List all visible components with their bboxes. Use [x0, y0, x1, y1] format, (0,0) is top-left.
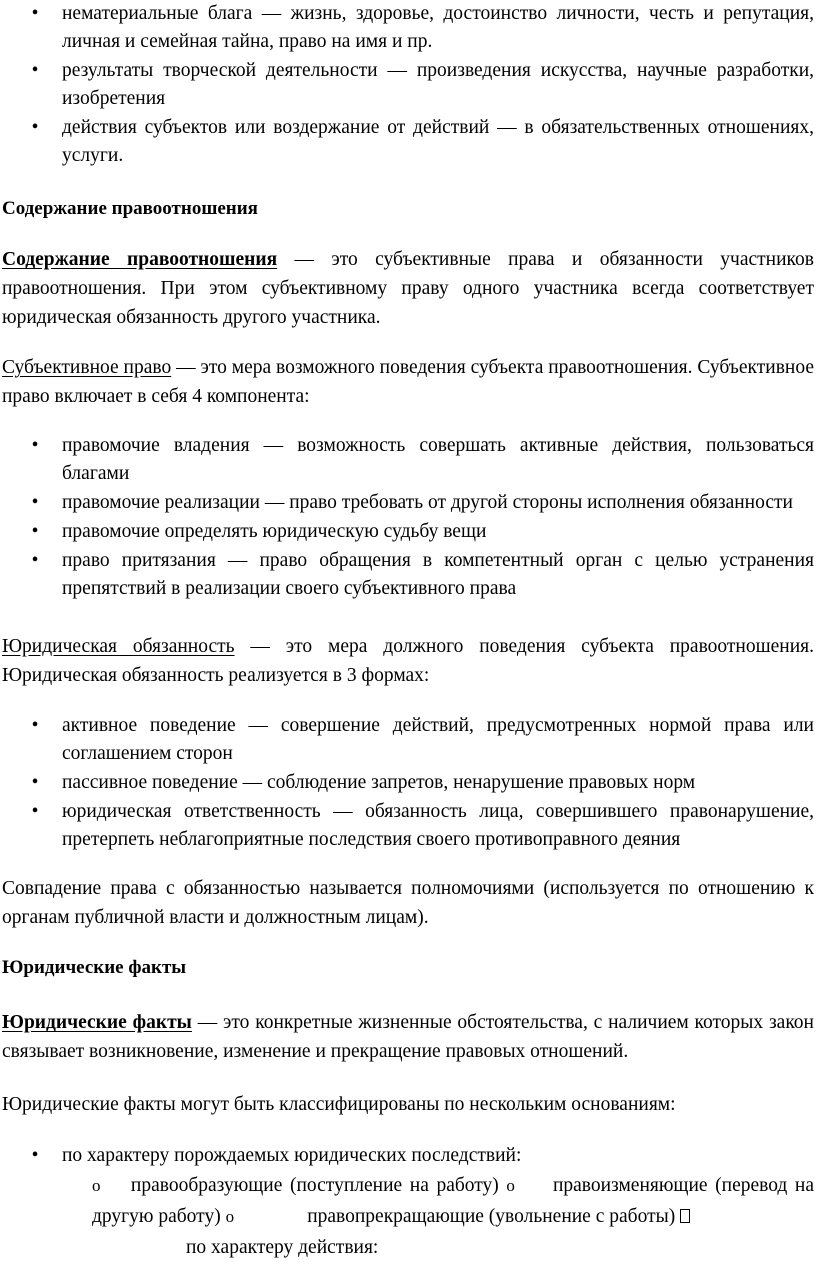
circle-bullet-icon: o — [225, 1207, 235, 1226]
section-heading: Содержание правоотношения — [2, 198, 258, 219]
list-item: • по характеру порождаемых юридических последствий: — [0, 1142, 816, 1170]
sub-item: правоизменяющие (перевод на другую работу) — [92, 1175, 815, 1227]
list-item: • правомочие определять юридическую судьбу вещи — [0, 518, 816, 546]
bullet-icon: • — [31, 3, 39, 24]
classification-list — [0, 1142, 816, 1170]
sub-item: правообразующие (поступление на работу) — [130, 1175, 499, 1196]
consequences-sublist — [92, 1170, 814, 1263]
bullet-icon: • — [31, 435, 39, 456]
bullet-icon: • — [31, 1145, 39, 1166]
list-item: • право притязания — право обращения в компетентный орган с целью устранения препятствий в реализации своего субъективного права — [0, 547, 816, 603]
missing-glyph-box-icon — [680, 1209, 690, 1223]
powers-paragraph: Совпадение права с обязанностью называется полномочиями (используется по отношению к органам публичной власти и должностным лицам). — [2, 878, 814, 928]
circle-bullet-icon: o — [92, 1176, 101, 1195]
legal-facts-definition-paragraph: Юридические факты — это конкретные жизненные обстоятельства, с наличием которых закон связывает возникновение, изменение и прекращение правовых отношений. — [2, 1012, 814, 1062]
legal-duty-paragraph: Юридическая обязанность — это мера должного поведения субъекта правоотношения. Юридическая обязанность реализуется в 3 формах: — [2, 636, 814, 686]
bullet-icon: • — [31, 550, 39, 571]
bullet-icon: • — [31, 801, 39, 822]
list-item: • активное поведение — совершение действий, предусмотренных нормой права или соглашением сторон — [0, 712, 816, 768]
bullet-icon: • — [31, 117, 39, 138]
classification-paragraph: Юридические факты могут быть классифицированы по нескольким основаниям: — [2, 1094, 676, 1115]
sub-item: правопрекращающие (увольнение с работы) — [307, 1206, 676, 1227]
list-item: • юридическая ответственность — обязанность лица, совершившего правонарушение, претерпеть неблагоприятные последствия своего противоправного деяния — [0, 798, 816, 854]
list-item: • нематериальные блага — жизнь, здоровье, достоинство личности, честь и репутация, личная и семейная тайна, право на имя и пр. — [0, 0, 816, 56]
objects-list — [0, 0, 816, 170]
list-item: • действия субъектов или воздержание от действий — в обязательственных отношениях, услуги. — [0, 114, 816, 170]
bullet-icon: • — [31, 60, 39, 81]
bullet-icon: • — [31, 715, 39, 736]
list-item: • правомочие реализации — право требовать от другой стороны исполнения обязанности — [0, 489, 816, 517]
content-definition-paragraph: Содержание правоотношения — это субъективные права и обязанности участников правоотношения. При этом субъективному праву одного участника всегда соответствует юридическая обязанность другого участника. — [2, 249, 814, 328]
definition-term: Субъективное право — [2, 357, 172, 378]
duty-forms-list — [0, 712, 816, 854]
bullet-icon: • — [31, 772, 39, 793]
circle-bullet-icon: o — [506, 1176, 515, 1195]
section-heading: Юридические факты — [2, 957, 187, 978]
subjective-right-paragraph: Субъективное право — это мера возможного поведения субъекта правоотношения. Субъективное право включает в себя 4 компонента: — [2, 357, 815, 407]
bullet-icon: • — [31, 492, 39, 513]
definition-term: Юридическая обязанность — [2, 636, 235, 657]
definition-term: Содержание правоотношения — [2, 249, 278, 270]
list-item: • результаты творческой деятельности — произведения искусства, научные разработки, изобретения — [0, 57, 816, 113]
right-components-list — [0, 432, 816, 603]
definition-term: Юридические факты — [2, 1012, 192, 1033]
list-item: • правомочие владения — возможность совершать активные действия, пользоваться благами — [0, 432, 816, 488]
bullet-icon: • — [31, 521, 39, 542]
sub-item: по характеру действия: — [186, 1237, 379, 1258]
list-item: • пассивное поведение — соблюдение запретов, ненарушение правовых норм — [0, 769, 816, 797]
